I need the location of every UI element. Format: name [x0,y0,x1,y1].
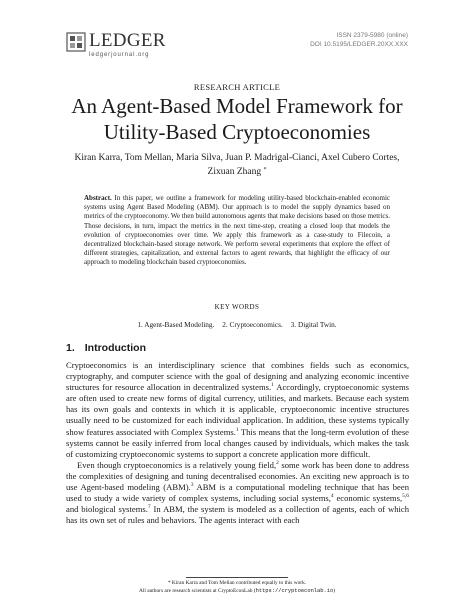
ledger-logo [66,30,176,60]
text-run: some work has been done to address the complexities of designing and tuning decentralised economies. An exciting new approach is to use Agent-based modeling (ABM). [66,459,409,493]
authors-line-2 [40,164,434,178]
text-run: This means that the long-term evolution of these systems cannot be easily inferred from local changes caused by individuals, which makes the task of customizing cryptoeconomic systems to support a concrete application more difficult. [66,426,409,459]
citation: 2 [276,459,279,466]
paper-title [40,93,434,145]
paragraph [66,360,409,460]
abstract [84,194,390,268]
abstract-label: Abstract. [84,194,112,202]
citation: 4 [330,493,334,500]
citation: 1 [235,426,239,433]
citation: 5,6 [402,493,409,500]
text-run: Cryptoeconomics is an interdisciplinary science that combines fields such as economics, cryptography, and computer science with the goal of designing and analyzing economic incentive structures for resource allocation in decentralized systems. [66,360,409,393]
logo-wordmark: LEDGER [89,30,166,51]
author-list [40,152,434,178]
logo-url: ledgerjournal.org [89,52,150,58]
cryptoeconlab-link[interactable]: https://cryptoeconlab.io [255,587,334,594]
text-run: In ABM, the system is modeled as a collection of agents, each of which has its own set of rules and behaviors. The agents interact with each [66,504,410,526]
text-run: Accordingly, cryptoeconomic systems are often used to create new forms of digital currency, utilities, and markets. Because each system has its own goals and contexts in which it is applicable, cryptoeconomic incentive structures usually need to be customized for each individual application. In addition, these systems typically show features associated with Complex Systems. [66,382,409,437]
keywords-list [0,320,474,329]
citation: 3 [190,482,194,489]
section-number: 1. [66,342,75,354]
text-run: ABM is a computational modeling technique that has been used to study a wide variety of complex systems, including social systems, [66,482,409,504]
abstract-text: In this paper, we outline a framework for modeling utility-based blockchain-enabled economic systems using Agent Based Modeling (ABM). Our approach is to model the supply dynamics based on metrics of the cryptoeconomy. We then build autonomous agents that make decisions based on those metrics. Those decisions, in turn, impact the metrics in the next time-step, creating a closed loop that models the evolution of cryptoeconomies over time. We apply this framework as a case-study to Filecoin, a decentralized blockchain-based storage network. We perform several experiments that explore the effect of different strategies, capitalization, and external factors to agent rewards, that highlight the efficacy of our approach to modeling blockchain based cryptoeconomies. [84,194,390,267]
footnote-divider [186,577,288,578]
title-line-1: An Agent-Based Model Framework for [71,94,403,118]
doi-line: DOI 10.5195/LEDGER.20XX.XXX [310,41,408,48]
authors-line-1: Kiran Karra, Tom Mellan, Maria Silva, Juan P. Madrigal-Cianci, Axel Cubero Cortes, [74,153,400,163]
text-run: and biological systems. [66,504,148,515]
keyword-item: 2. Cryptoeconomics. [222,320,283,329]
paragraph [66,460,409,527]
keyword-item: 3. Digital Twin. [290,320,337,329]
body-text [66,360,409,526]
text-run: economic systems, [333,493,403,504]
citation: 7 [147,504,151,511]
section-heading [66,342,146,354]
footnotes [40,580,434,595]
keyword-item: 1. Agent-Based Modeling. [137,320,215,329]
ledger-logo-icon [66,32,86,52]
footnote-1: * Kiran Karra and Tom Mellan contributed equally to this work. [167,580,307,586]
journal-identifiers [310,31,408,49]
author-footnote-mark: * [263,167,267,173]
footnote-text: All authors are research scientists at CryptoEconLab ( [138,587,256,594]
keywords-title: KEY WORDS [214,303,260,311]
issn-line: ISSN 2379-5980 (online) [336,32,408,39]
footnote-2 [40,588,434,596]
text-run: Even though cryptoeconomics is a relatively young field, [77,459,277,470]
citation: 1 [271,382,274,389]
author-last: Zixuan Zhang [207,167,262,177]
title-line-2: Utility-Based Cryptoeconomies [103,120,371,144]
footnote-text: ) [333,587,336,594]
section-title: Introduction [84,342,147,354]
article-type: RESEARCH ARTICLE [193,82,281,92]
